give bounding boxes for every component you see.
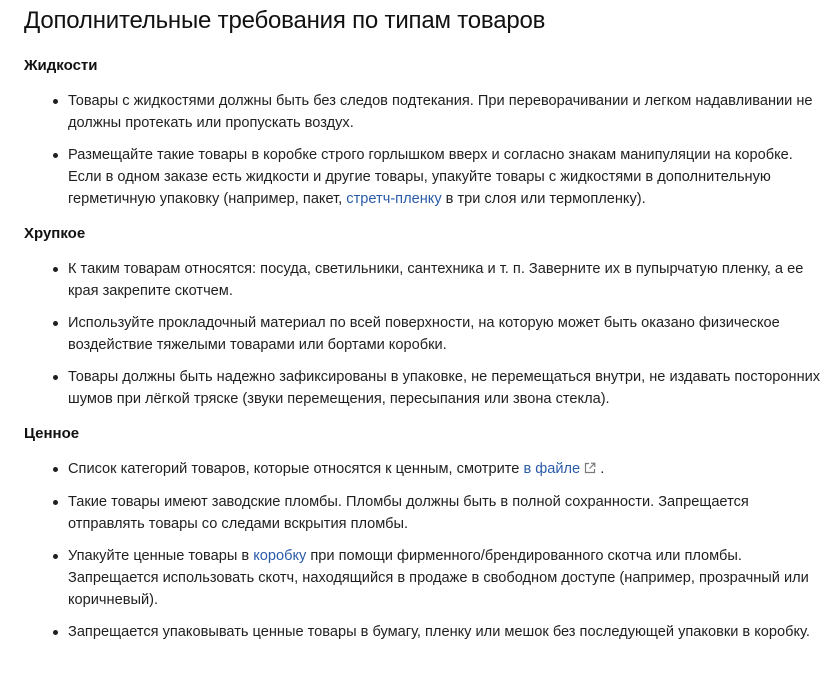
liquids-list xyxy=(24,90,824,210)
list-item-text: Используйте прокладочный материал по всей поверхности, на которую может быть оказано физическое воздействие тяжелыми товарами или бортами коробки. xyxy=(68,315,780,353)
list-item xyxy=(24,458,824,481)
section-heading-liquids: Жидкости xyxy=(24,57,98,74)
fragile-list xyxy=(24,258,824,410)
page-title: Дополнительные требования по типам товаров xyxy=(24,7,546,34)
list-item-text: Упакуйте ценные товары в xyxy=(68,548,254,564)
section-heading-valuable: Ценное xyxy=(24,425,80,442)
stretch-film-link[interactable]: стретч-пленку xyxy=(346,191,442,207)
list-item-text: Товары с жидкостями должны быть без следов подтекания. При переворачивании и легком надавливании не должны протекать или пропускать воздух. xyxy=(68,93,813,131)
box-link[interactable]: коробку xyxy=(253,548,307,564)
external-link-icon xyxy=(584,459,596,481)
section-heading-fragile: Хрупкое xyxy=(24,225,86,242)
list-item-text: Товары должны быть надежно зафиксированы в упаковке, не перемещаться внутри, не издавать посторонних шумов при лёгкой тряске (звуки перемещения, пересыпания или звона стекла). xyxy=(68,369,821,407)
list-item-text: Такие товары имеют заводские пломбы. Пломбы должны быть в полной сохранности. Запрещается отправлять товары со следами вскрытия пломбы. xyxy=(68,494,749,532)
list-item xyxy=(24,90,824,134)
list-item-text: Список категорий товаров, которые относятся к ценным, смотрите xyxy=(68,461,524,477)
list-item-text: К таким товарам относятся: посуда, светильники, сантехника и т. п. Заверните их в пупырчатую пленку, а ее края закрепите скотчем. xyxy=(68,261,804,299)
list-item xyxy=(24,621,824,643)
list-item-text: при помощи фирменного/брендированного скотча или пломбы. Запрещается использовать скотч, находящийся в продаже в свободном доступе (например, прозрачный или коричневый). xyxy=(68,548,809,608)
list-item-text: Запрещается упаковывать ценные товары в бумагу, пленку или мешок без последующей упаковки в коробку. xyxy=(68,624,810,640)
list-item xyxy=(24,258,824,302)
list-item xyxy=(24,545,824,611)
list-item xyxy=(24,366,824,410)
list-item-text: Размещайте такие товары в коробке строго горлышком вверх и согласно знакам манипуляции на коробке. Если в одном заказе есть жидкости и другие товары, упакуйте товары с жидкостями в дополнительную герметичную упаковку (например, пакет, xyxy=(68,147,793,207)
categories-file-link-label: в файле xyxy=(523,461,581,477)
list-item-text: в три слоя или термопленку). xyxy=(441,191,646,207)
categories-file-link[interactable] xyxy=(523,461,596,477)
list-item xyxy=(24,312,824,356)
list-item-text: . xyxy=(596,461,605,477)
list-item xyxy=(24,144,824,210)
valuable-list xyxy=(24,458,824,643)
list-item xyxy=(24,491,824,535)
